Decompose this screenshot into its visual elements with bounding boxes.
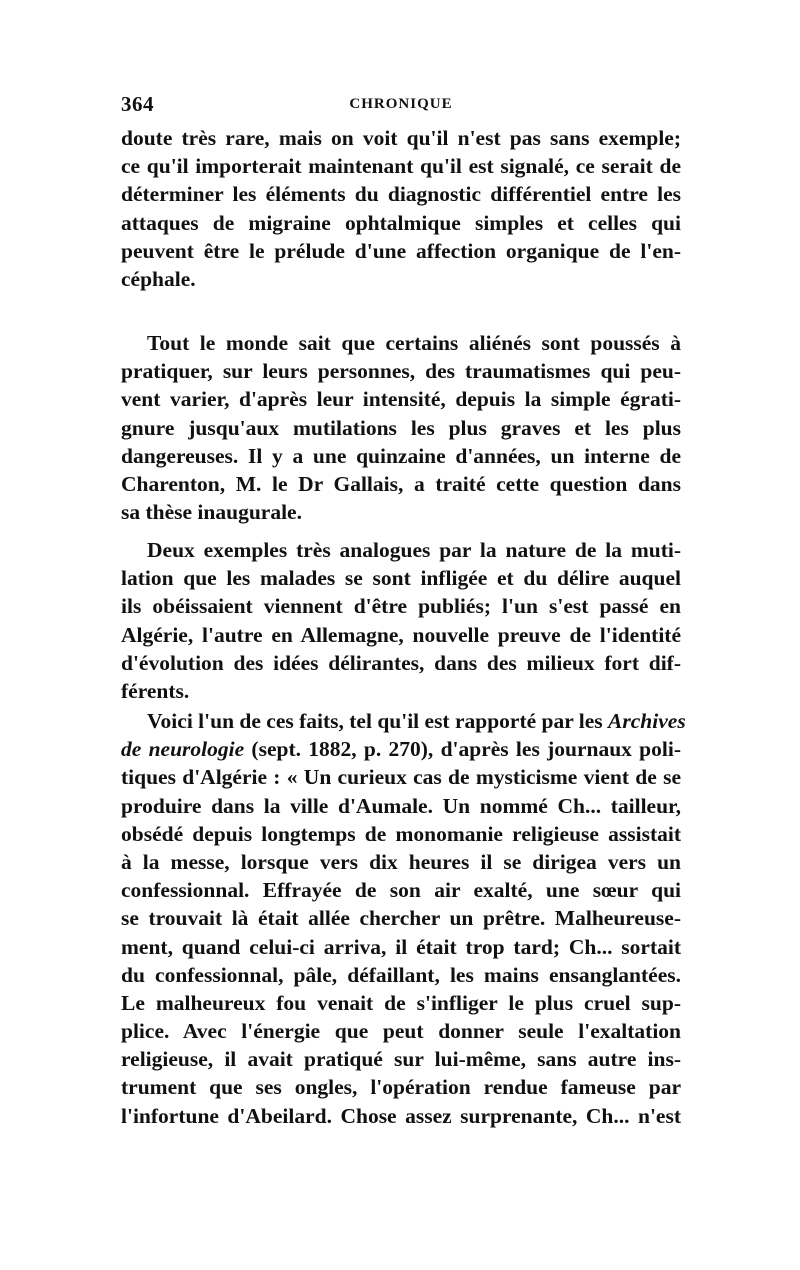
text-line <box>121 707 686 735</box>
text-line: doute très rare, mais on voit qu'il n'est pas sans exemple; <box>121 126 681 150</box>
text-line: ils obéissaient viennent d'être publiés; l'un s'est passé en <box>121 594 681 619</box>
text-line: d'évolution des idées délirantes, dans des milieux fort dif- <box>121 650 681 675</box>
text-line: férents. <box>121 678 190 703</box>
text-segment: Voici l'un de ces faits, tel qu'il est rapporté par les <box>147 709 609 733</box>
text-segment: (sept. 1882, p. 270), d'après les journaux poli- <box>244 737 681 762</box>
page-number: 364 <box>121 92 154 116</box>
paragraph-4 <box>121 707 686 1130</box>
paragraph-2 <box>121 329 681 526</box>
text-line: ment, quand celui-ci arriva, il était trop tard; Ch... sortait <box>121 934 681 959</box>
text-line: peuvent être le prélude d'une affection organique de l'en- <box>121 238 681 263</box>
text-line: attaques de migraine ophtalmique simples et celles qui <box>121 210 681 235</box>
text-line <box>121 735 681 763</box>
text-line: sa thèse inaugurale. <box>121 500 302 525</box>
paragraph-3 <box>121 536 681 705</box>
text-line: Deux exemples très analogues par la nature de la muti- <box>147 538 681 562</box>
text-line: du confessionnal, pâle, défaillant, les mains ensanglantées. <box>121 962 681 987</box>
paragraph-1 <box>121 124 681 293</box>
text-line: plice. Avec l'énergie que peut donner seule l'exaltation <box>121 1019 681 1044</box>
page-header <box>121 92 681 122</box>
text-line: céphale. <box>121 266 196 291</box>
text-line: trument que ses ongles, l'opération rendue fameuse par <box>121 1075 681 1100</box>
journal-title-part: de neurologie <box>121 737 245 762</box>
text-line: Charenton, M. le Dr Gallais, a traité cette question dans <box>121 471 681 496</box>
text-line: Tout le monde sait que certains aliénés sont poussés à <box>147 331 681 355</box>
text-line: tiques d'Algérie : « Un curieux cas de mysticisme vient de se <box>121 765 681 790</box>
text-line: Algérie, l'autre en Allemagne, nouvelle preuve de l'identité <box>121 622 681 647</box>
text-line: lation que les malades se sont infligée et du délire auquel <box>121 566 681 591</box>
running-title: CHRONIQUE <box>349 96 453 112</box>
text-line: religieuse, il avait pratiqué sur lui-même, sans autre ins- <box>121 1047 681 1072</box>
text-line: Le malheureux fou venait de s'infliger le plus cruel sup- <box>121 990 681 1015</box>
text-line: l'infortune d'Abeilard. Chose assez surprenante, Ch... n'est <box>121 1103 681 1128</box>
text-line: pratiquer, sur leurs personnes, des traumatismes qui peu- <box>121 359 681 384</box>
text-line: gnure jusqu'aux mutilations les plus graves et les plus <box>121 415 681 440</box>
text-line: obsédé depuis longtemps de monomanie religieuse assistait <box>121 821 681 846</box>
text-line: se trouvait là était allée chercher un prêtre. Malheureuse- <box>121 906 681 931</box>
text-line: produire dans la ville d'Aumale. Un nommé Ch... tailleur, <box>121 793 681 818</box>
text-line: à la messe, lorsque vers dix heures il se dirigea vers un <box>121 849 681 874</box>
text-line: vent varier, d'après leur intensité, depuis la simple égrati- <box>121 387 681 412</box>
text-line: confessionnal. Effrayée de son air exalté, une sœur qui <box>121 878 681 903</box>
text-line: ce qu'il importerait maintenant qu'il est signalé, ce serait de <box>121 154 681 179</box>
text-line: déterminer les éléments du diagnostic différentiel entre les <box>121 182 681 207</box>
journal-title-part: Archives <box>608 709 686 733</box>
text-line: dangereuses. Il y a une quinzaine d'années, un interne de <box>121 443 681 468</box>
